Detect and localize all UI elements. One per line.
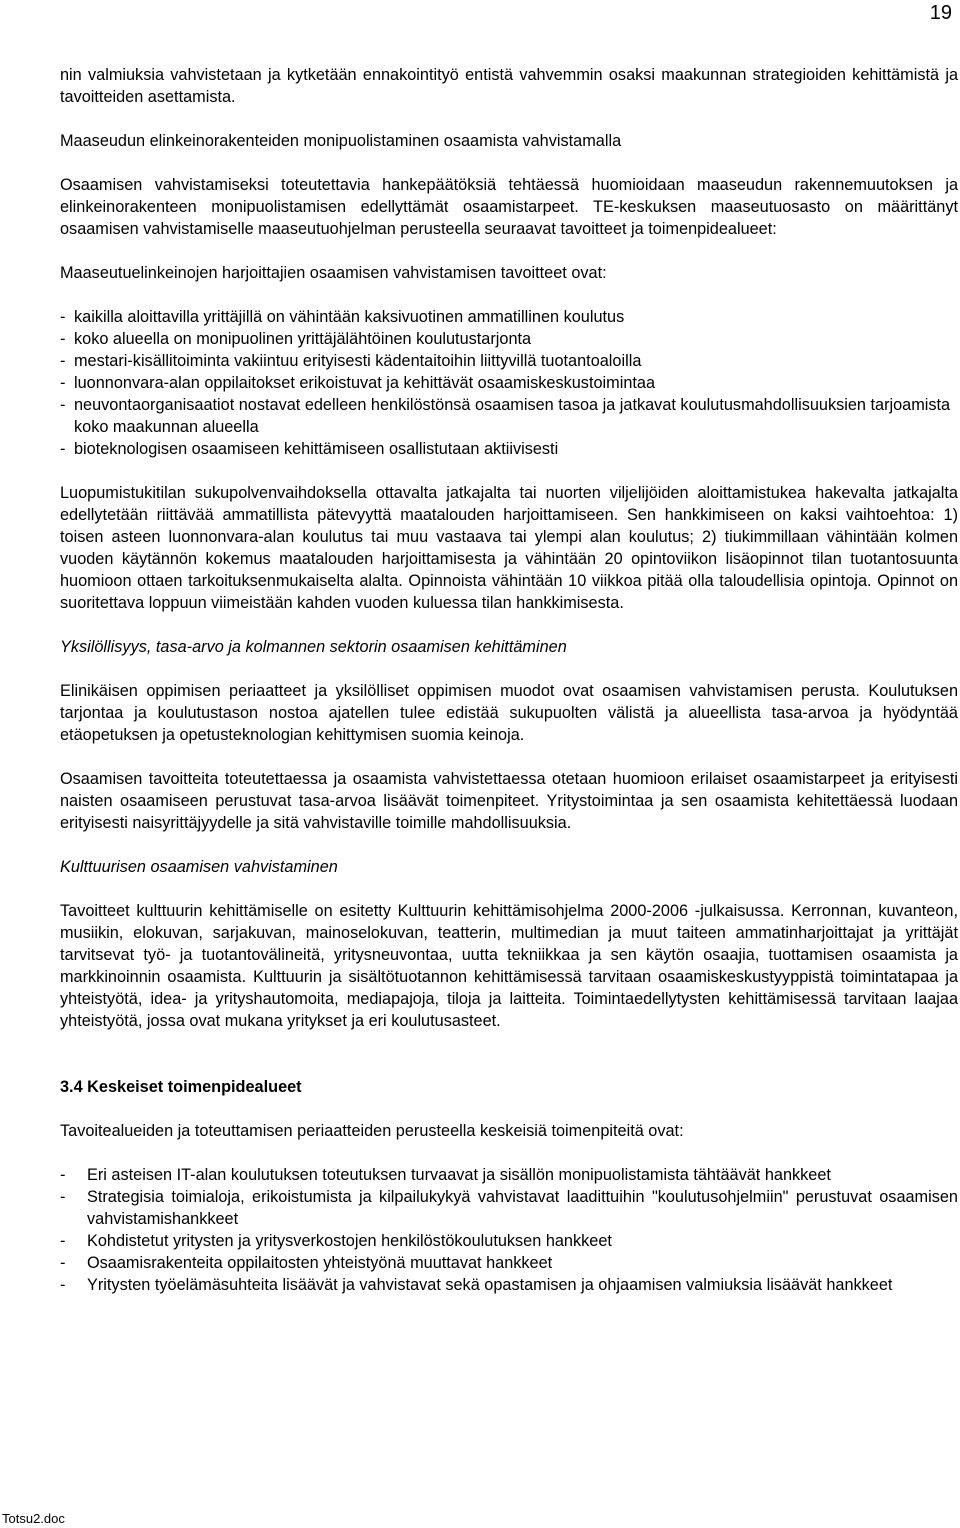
section-3-4-heading: 3.4 Keskeiset toimenpidealueet [60, 1078, 302, 1096]
list-item: - Eri asteisen IT-alan koulutuksen toteutuksen turvaavat ja sisällön monipuolistamista tähtäävät hankkeet [60, 1164, 958, 1186]
list-item: - Osaamisrakenteita oppilaitosten yhteistyönä muuttavat hankkeet [60, 1252, 958, 1274]
page-content [60, 64, 958, 1296]
list-item: - neuvontaorganisaatiot nostavat edelleen henkilöstönsä osaamisen tasoa ja jatkavat koulutusmahdollisuuksien tarjoamista koko maakunnan alueella [60, 394, 958, 438]
list-item: - luonnonvara-alan oppilaitokset erikoistuvat ja kehittävät osaamiskeskustoimintaa [60, 372, 958, 394]
section-3-4-intro: Tavoitealueiden ja toteuttamisen periaatteiden perusteella keskeisiä toimenpiteitä ovat: [60, 1122, 684, 1140]
rural-paragraph: Osaamisen vahvistamiseksi toteutettavia hankepäätöksiä tehtäessä huomioidaan maaseudun rakennemuutoksen ja elinkeinorakenteen monipuolistamisen edellyttämät osaamistarpeet. TE-keskuksen maaseutuosasto on määrittänyt osaamisen vahvistamiselle maaseutuohjelman perusteella seuraavat tavoitteet ja toimenpidealueet: [60, 176, 958, 238]
list-item: - koko alueella on monipuolinen yrittäjälähtöinen koulutustarjonta [60, 328, 958, 350]
section-3-4-list [60, 1164, 958, 1296]
list-item: - Kohdistetut yritysten ja yritysverkostojen henkilöstökoulutuksen hankkeet [60, 1230, 958, 1252]
rural-goals-list [60, 306, 958, 460]
list-item: - Yritysten työelämäsuhteita lisäävät ja vahvistavat sekä opastamisen ja ohjaamisen valmiuksia lisäävät hankkeet [60, 1274, 958, 1296]
rural-heading: Maaseudun elinkeinorakenteiden monipuolistaminen osaamista vahvistamalla [60, 132, 622, 150]
list-item: - mestari-kisällitoiminta vakiintuu erityisesti kädentaitoihin liittyvillä tuotantoaloilla [60, 350, 958, 372]
page-number: 19 [929, 2, 952, 24]
culture-heading: Kulttuurisen osaamisen vahvistaminen [60, 858, 338, 876]
individuality-paragraph-1: Elinikäisen oppimisen periaatteet ja yksilölliset oppimisen muodot ovat osaamisen vahvistamisen perusta. Koulutuksen tarjontaa ja koulutustason nostoa ajatellen tulee edistää sukupuolten välistä ja alueellista tasa-arvoa ja hyödyntää etäopetuksen ja opetusteknologian kehittymisen suomia keinoja. [60, 682, 958, 744]
list-item: - kaikilla aloittavilla yrittäjillä on vähintään kaksivuotinen ammatillinen koulutus [60, 306, 958, 328]
individuality-paragraph-2: Osaamisen tavoitteita toteutettaessa ja osaamista vahvistettaessa otetaan huomioon erilaiset osaamistarpeet ja erityisesti naisten osaamiseen perustuvat tasa-arvoa lisäävät toimenpiteet. Yritystoimintaa ja sen osaamista kehitettäessä luodaan erityisesti naisyrittäjyydelle ja sitä vahvistaville toimille mahdollisuuksia. [60, 770, 958, 832]
footer-filename: Totsu2.doc [2, 1511, 65, 1526]
culture-paragraph: Tavoitteet kulttuurin kehittämiselle on esitetty Kulttuurin kehittämisohjelma 2000-2006 -julkaisussa. Kerronnan, kuvanteon, musiikin, elokuvan, sarjakuvan, mainoselokuvan, teatterin, multimedian ja muut taiteen ammatinharjoittajat ja yrittäjät tarvitsevat työ- ja tuotantovälineitä, yritysneuvontaa, uutta tekniikkaa ja sen käytön osaajia, tuottamisen osaamista ja markkinoinnin osaamista. Kulttuurin ja sisältötuotannon kehittämisessä tarvitaan osaamiskeskustyyppistä toimintatapaa ja yhteistyötä, idea- ja yrityshautomoita, mediapajoja, tiloja ja laitteita. Toimintaedellytysten kehittämisessä tarvitaan laajaa yhteistyötä, jossa ovat mukana yritykset ja eri koulutusasteet. [60, 902, 958, 1030]
list-item: - Strategisia toimialoja, erikoistumista ja kilpailukykyä vahvistavat laadittuihin "koulutusohjelmiin" perustuvat osaamisen vahvistamishankkeet [60, 1186, 958, 1230]
rural-goals-intro: Maaseutuelinkeinojen harjoittajien osaamisen vahvistamisen tavoitteet ovat: [60, 264, 607, 282]
retirement-paragraph: Luopumistukitilan sukupolvenvaihdoksella ottavalta jatkajalta tai nuorten viljelijöiden aloittamistukea hakevalta jatkajalta edellytetään riittävää ammatillista pätevyyttä maatalouden harjoittamiseen. Sen hankkimiseen on kaksi vaihtoehtoa: 1) toisen asteen luonnonvara-alan koulutus tai muu vastaava tai ylempi alan koulutus; 2) tiukimmillaan vähintään kolmen vuoden käytännön kokemus maatalouden harjoittamisesta ja vähintään 20 opintoviikon lisäopinnot tilan tuotantosuunta huomioon ottaen tarkoituksenmukaiselta alalta. Opinnoista vähintään 10 viikkoa pitää olla taloudellisia opintoja. Opinnot on suoritettava loppuun viimeistään kahden vuoden kuluessa tilan hankkimisesta. [60, 484, 958, 612]
list-item: - bioteknologisen osaamiseen kehittämiseen osallistutaan aktiivisesti [60, 438, 958, 460]
intro-continuation-paragraph: nin valmiuksia vahvistetaan ja kytketään ennakointityö entistä vahvemmin osaksi maakunnan strategioiden kehittämistä ja tavoitteiden asettamista. [60, 66, 958, 106]
individuality-heading: Yksilöllisyys, tasa-arvo ja kolmannen sektorin osaamisen kehittäminen [60, 638, 567, 656]
